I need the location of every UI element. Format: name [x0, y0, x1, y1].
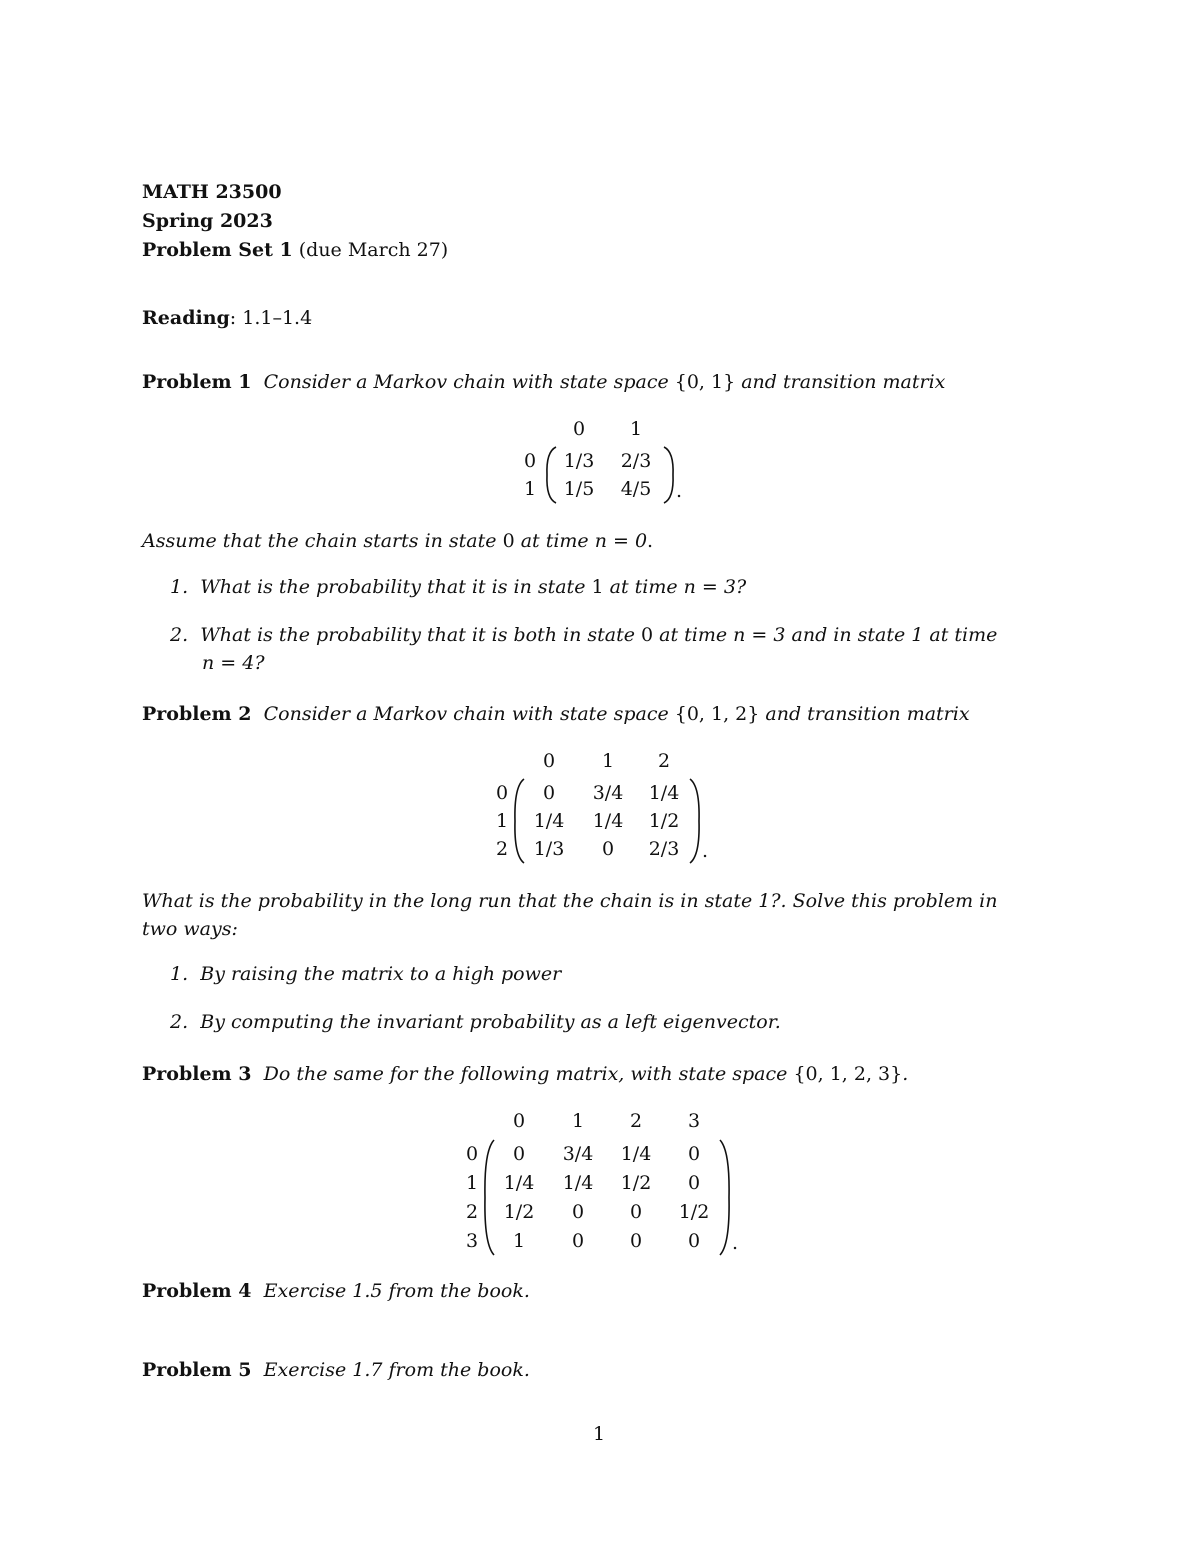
- matrix-row-label: 2: [495, 838, 509, 860]
- assume-period: .: [647, 530, 654, 552]
- matrix-cell: 0: [571, 1201, 585, 1223]
- matrix-cell: 0: [601, 838, 615, 860]
- question-text-c: at time: [603, 576, 684, 598]
- matrix-cell: 0: [629, 1230, 643, 1252]
- reading-value: : 1.1–1.4: [229, 307, 313, 329]
- problem-3-intro: [142, 1065, 908, 1084]
- problem-3-text-a: Do the same for the following matrix, with state space: [263, 1063, 794, 1085]
- matrix-row-label: 1: [523, 478, 537, 500]
- matrix-cell: 0: [542, 782, 556, 804]
- question-state: 1: [591, 576, 604, 598]
- matrix-row-label: 2: [465, 1201, 479, 1223]
- problem-1-text-a: Consider a Markov chain with state space: [263, 371, 675, 393]
- matrix-cell: 0: [687, 1172, 701, 1194]
- matrix-row-label: 0: [523, 450, 537, 472]
- matrix-left-paren: [512, 778, 526, 864]
- problem-set-title: Problem Set 1: [142, 239, 293, 261]
- matrix-cell: 2/3: [620, 450, 652, 472]
- matrix-cell: 0: [512, 1143, 526, 1165]
- problem-2-label: Problem 2: [142, 703, 252, 725]
- question-text-a: What is the probability that it is in state: [200, 576, 592, 598]
- way-text: By computing the invariant probability as a left eigenvector.: [200, 1011, 781, 1033]
- problem-4: [142, 1282, 530, 1301]
- matrix-right-paren: [718, 1139, 732, 1256]
- course-title: MATH 23500: [142, 181, 282, 203]
- problem-2-way-1: [170, 965, 561, 984]
- matrix-period: .: [676, 480, 683, 502]
- matrix-row-label: 0: [465, 1143, 479, 1165]
- matrix-cell: 4/5: [620, 478, 652, 500]
- matrix-cell: 1: [512, 1230, 526, 1252]
- matrix-cell: 0: [687, 1143, 701, 1165]
- matrix-cell: 1/3: [533, 838, 565, 860]
- reading-label: Reading: [142, 307, 230, 329]
- problem-5: [142, 1361, 530, 1380]
- matrix-cell: 3/4: [562, 1143, 594, 1165]
- problem-set-line: [142, 241, 448, 260]
- matrix-period: .: [702, 840, 709, 862]
- matrix-cell: 0: [571, 1230, 585, 1252]
- problem-1-intro: [142, 373, 945, 392]
- matrix-cell: 1/2: [678, 1201, 710, 1223]
- matrix-col-label: 2: [657, 750, 671, 772]
- problem-2-matrix: [492, 752, 720, 867]
- problem-1-label: Problem 1: [142, 371, 252, 393]
- problem-3-matrix: [462, 1112, 752, 1257]
- assume-state: 0: [502, 530, 515, 552]
- problem-2-question-line-1: What is the probability in the long run that the chain is in state 1?. Solve this problem in: [142, 890, 998, 912]
- matrix-cell: 3/4: [592, 782, 624, 804]
- matrix-cell: 1/4: [503, 1172, 535, 1194]
- assume-time: n = 0: [594, 530, 648, 552]
- matrix-row-label: 0: [495, 782, 509, 804]
- matrix-cell: 2/3: [648, 838, 680, 860]
- matrix-left-paren: [482, 1139, 496, 1256]
- problem-1-state-space: {0, 1}: [674, 371, 736, 393]
- question-time-2: n = 4: [202, 652, 255, 674]
- matrix-cell: 1/2: [620, 1172, 652, 1194]
- matrix-col-label: 2: [629, 1110, 643, 1132]
- matrix-cell: 1/4: [592, 810, 624, 832]
- matrix-cell: 1/4: [533, 810, 565, 832]
- problem-2-text-a: Consider a Markov chain with state space: [263, 703, 675, 725]
- matrix-row-label: 1: [495, 810, 509, 832]
- due-date: (due March 27): [298, 239, 449, 261]
- matrix-col-label: 1: [629, 418, 643, 440]
- problem-4-text: Exercise 1.5 from the book.: [263, 1280, 530, 1302]
- problem-2-intro: [142, 705, 970, 724]
- problem-1-question-2-cont: [202, 654, 265, 673]
- matrix-right-paren: [662, 446, 676, 504]
- matrix-col-label: 1: [601, 750, 615, 772]
- matrix-col-label: 0: [512, 1110, 526, 1132]
- matrix-period: .: [732, 1232, 739, 1254]
- matrix-cell: 1/4: [648, 782, 680, 804]
- way-text: By raising the matrix to a high power: [200, 963, 562, 985]
- assume-text-c: at time: [514, 530, 595, 552]
- problem-3-state-space: {0, 1, 2, 3}: [793, 1063, 903, 1085]
- matrix-left-paren: [544, 446, 558, 504]
- matrix-right-paren: [688, 778, 702, 864]
- problem-2-question-line-2: two ways:: [142, 918, 238, 940]
- question-time: n = 3: [733, 624, 786, 646]
- matrix-col-label: 3: [687, 1110, 701, 1132]
- matrix-cell: 0: [629, 1201, 643, 1223]
- matrix-col-label: 0: [542, 750, 556, 772]
- matrix-cell: 1/5: [563, 478, 595, 500]
- question-state: 0: [641, 624, 654, 646]
- problem-1-question-2: [170, 626, 997, 645]
- matrix-cell: 0: [687, 1230, 701, 1252]
- problem-3-text-b: .: [902, 1063, 909, 1085]
- problem-3-label: Problem 3: [142, 1063, 252, 1085]
- page-number: 1: [593, 1423, 606, 1445]
- matrix-col-label: 1: [571, 1110, 585, 1132]
- matrix-cell: 1/4: [620, 1143, 652, 1165]
- question-text-c: at time: [653, 624, 734, 646]
- question-time: n = 3: [683, 576, 736, 598]
- problem-1-matrix: [510, 420, 690, 505]
- matrix-cell: 1/2: [503, 1201, 535, 1223]
- problem-2-text-b: and transition matrix: [759, 703, 970, 725]
- matrix-row-label: 1: [465, 1172, 479, 1194]
- problem-1-question-1: [170, 578, 746, 597]
- problem-4-label: Problem 4: [142, 1280, 252, 1302]
- question-mark: ?: [254, 652, 265, 674]
- question-number: 2.: [170, 624, 189, 646]
- problem-5-text: Exercise 1.7 from the book.: [263, 1359, 530, 1381]
- question-mark: ?: [735, 576, 747, 598]
- problem-1-text-b: and transition matrix: [735, 371, 946, 393]
- question-number: 1.: [170, 576, 189, 598]
- matrix-cell: 1/3: [563, 450, 595, 472]
- question-text-a: What is the probability that it is both in state: [200, 624, 641, 646]
- reading-line: [142, 309, 312, 328]
- matrix-cell: 1/2: [648, 810, 680, 832]
- problem-5-label: Problem 5: [142, 1359, 252, 1381]
- problem-2-state-space: {0, 1, 2}: [674, 703, 760, 725]
- matrix-col-label: 0: [572, 418, 586, 440]
- way-number: 1.: [170, 963, 189, 985]
- matrix-row-label: 3: [465, 1230, 479, 1252]
- problem-1-assumption: [142, 532, 653, 551]
- matrix-cell: 1/4: [562, 1172, 594, 1194]
- question-text-e: and in state 1 at time: [785, 624, 998, 646]
- term: Spring 2023: [142, 210, 273, 232]
- assume-text-a: Assume that the chain starts in state: [142, 530, 503, 552]
- problem-2-way-2: [170, 1013, 781, 1032]
- way-number: 2.: [170, 1011, 189, 1033]
